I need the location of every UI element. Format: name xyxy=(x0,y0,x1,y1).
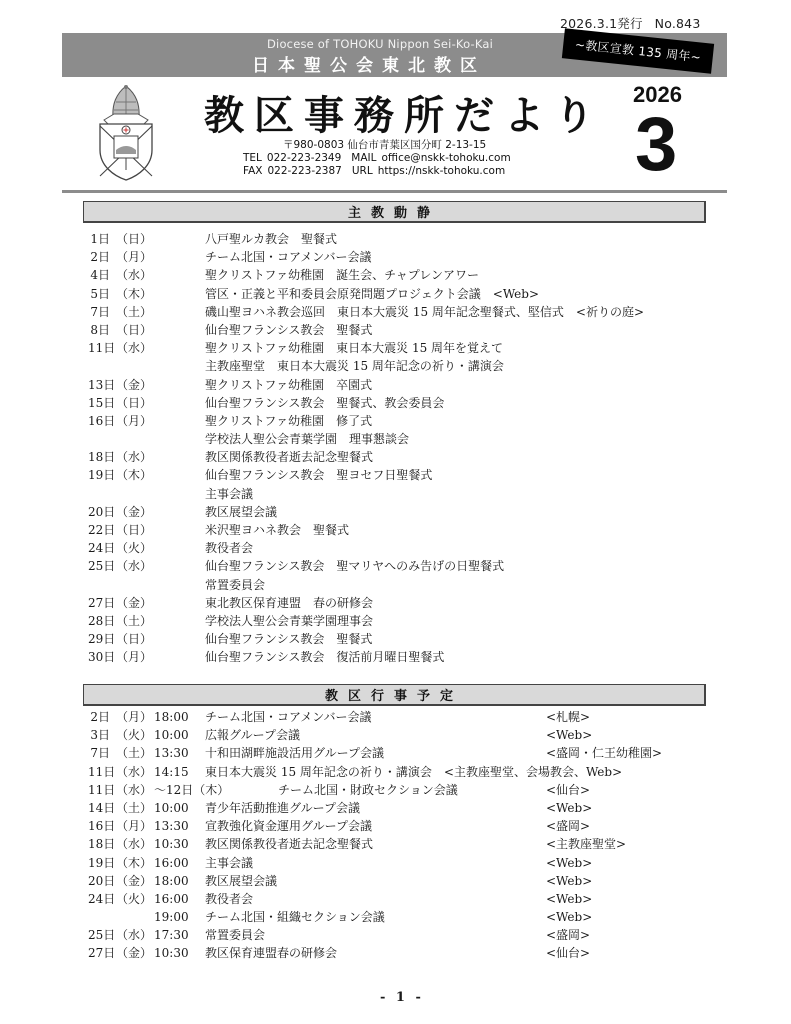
row-time: 18:00 xyxy=(154,710,189,724)
row-time: 10:30 xyxy=(154,946,189,961)
row-date: 24日 xyxy=(88,891,116,906)
row-event: 青少年活動推進グループ会議 xyxy=(205,800,361,815)
row-date: 22日 xyxy=(88,523,116,537)
row-event: 教役者会 xyxy=(205,891,254,906)
row-event: 教役者会 xyxy=(205,541,254,556)
row-weekday: （日） xyxy=(116,523,153,537)
row-event: 教区展望会議 xyxy=(205,504,278,519)
row-weekday: （月） xyxy=(116,250,153,265)
row-date: 24日 xyxy=(88,541,116,556)
tel-label: TEL xyxy=(243,152,262,164)
row-date: 7日 xyxy=(90,304,110,319)
row-event: 教区関係教役者逝去記念聖餐式 xyxy=(205,450,374,465)
row-location: <Web> xyxy=(546,873,593,888)
row-weekday: （火） xyxy=(116,891,153,906)
row-date: 13日 xyxy=(88,377,116,392)
row-date: 30日 xyxy=(88,650,116,665)
schedule-row xyxy=(88,521,350,539)
row-event: 聖クリストファ幼稚園 修了式 xyxy=(205,413,373,428)
row-event: チーム北国・コアメンバー会議 xyxy=(205,250,372,265)
schedule-row xyxy=(88,576,266,594)
row-date: 14日 xyxy=(88,800,116,815)
row-weekday: （水） xyxy=(116,837,153,852)
row-date: 7日 xyxy=(90,746,110,761)
row-event: 東北教区保育連盟 春の研修会 xyxy=(205,595,374,610)
row-location: <盛岡> xyxy=(546,928,591,943)
row-event: 仙台聖フランシス教会 聖餐式、教会委員会 xyxy=(205,395,445,410)
row-date: 2日 xyxy=(90,710,110,724)
row-date: 2日 xyxy=(90,250,110,265)
row-event: 宣教強化資金運用グループ会議 xyxy=(205,819,373,834)
row-date: 15日 xyxy=(88,395,116,410)
row-location: <Web> xyxy=(546,891,593,906)
row-location: <Web> xyxy=(546,728,593,743)
event-row xyxy=(88,944,591,962)
row-weekday: （水） xyxy=(116,268,153,283)
row-time: 19:00 xyxy=(154,910,189,925)
row-weekday: （水） xyxy=(116,782,153,797)
row-weekday: （日） xyxy=(116,232,153,246)
schedule-row xyxy=(88,648,445,666)
row-weekday: （月） xyxy=(116,413,153,428)
row-date: 4日 xyxy=(90,268,110,283)
tel-number: 022-223-2349 xyxy=(266,152,342,164)
row-date: 8日 xyxy=(90,322,110,337)
row-date: 27日 xyxy=(88,946,116,961)
row-date: 3日 xyxy=(90,728,110,743)
row-date: 27日 xyxy=(88,595,116,610)
row-weekday: （金） xyxy=(116,595,153,610)
row-time: 14:15 xyxy=(154,764,189,779)
event-row xyxy=(88,890,593,908)
section-heading-bishop-schedule xyxy=(83,201,706,223)
row-date: 16日 xyxy=(88,413,116,428)
row-event: 学校法人聖公会青葉学園理事会 xyxy=(205,613,374,628)
event-row xyxy=(88,708,591,726)
event-row xyxy=(88,744,663,762)
row-time: 10:30 xyxy=(154,837,189,852)
issue-month: 3 xyxy=(635,102,678,187)
row-date: 18日 xyxy=(88,450,116,465)
event-row xyxy=(88,872,593,890)
row-date: 16日 xyxy=(88,819,116,834)
row-weekday: （土） xyxy=(116,746,153,761)
row-event: 主事会議 xyxy=(205,486,254,501)
row-weekday: （木） xyxy=(116,468,153,483)
row-weekday: （土） xyxy=(116,613,153,628)
row-location: <Web> xyxy=(546,910,593,925)
section-title: 主教動静 xyxy=(347,206,440,221)
row-event: 磯山聖ヨハネ教会巡回 東日本大震災 15 周年記念聖餐式、堅信式 <祈りの庭> xyxy=(205,304,645,319)
row-date: 5日 xyxy=(90,286,110,301)
anniversary-text: ~教区宣教 135 周年~ xyxy=(574,37,702,65)
row-weekday: （火） xyxy=(116,541,153,556)
row-event: 主教座聖堂 東日本大震災 15 周年記念の祈り・講演会 xyxy=(205,359,504,374)
schedule-row xyxy=(88,394,445,412)
row-location: <Web> xyxy=(546,855,593,870)
row-event: チーム北国・財政セクション会議 xyxy=(266,782,458,797)
schedule-row xyxy=(88,448,374,466)
row-event: 聖クリストファ幼稚園 東日本大震災 15 周年を覚えて xyxy=(205,341,504,356)
row-time: 18:00 xyxy=(154,873,189,888)
schedule-row xyxy=(88,248,372,266)
schedule-row xyxy=(88,321,373,339)
row-weekday: （金） xyxy=(116,946,153,961)
row-event: 学校法人聖公会青葉学園 理事懇談会 xyxy=(205,432,410,447)
diocese-events-list xyxy=(88,708,663,963)
page-number: - 1 - xyxy=(380,990,424,1005)
row-event: 米沢聖ヨハネ教会 聖餐式 xyxy=(205,523,350,537)
row-event: チーム北国・コアメンバー会議 xyxy=(205,710,372,724)
schedule-row xyxy=(88,539,254,557)
bishop-schedule-list xyxy=(88,230,645,667)
diocese-name-jp: 日本聖公会東北教区 xyxy=(252,56,486,76)
row-time: 13:30 xyxy=(154,819,189,834)
header-divider xyxy=(62,190,727,193)
schedule-row xyxy=(88,630,373,648)
row-weekday: （日） xyxy=(116,632,153,647)
row-date: 11日 xyxy=(88,341,116,356)
row-date: 11日 xyxy=(88,782,116,797)
row-event: 聖クリストファ幼稚園 卒園式 xyxy=(205,377,373,392)
row-weekday: （日） xyxy=(116,322,153,337)
row-event: 仙台聖フランシス教会 聖マリヤへのみ告げの日聖餐式 xyxy=(205,559,505,574)
row-weekday: （月） xyxy=(116,710,153,724)
schedule-row xyxy=(88,466,433,484)
row-date: 28日 xyxy=(88,613,116,628)
office-address: 〒980-0803 仙台市青葉区国分町 2-13-15 xyxy=(283,139,487,151)
row-event: 十和田湖畔施設活用グループ会議 xyxy=(205,746,385,761)
row-date: 20日 xyxy=(88,873,116,888)
event-row xyxy=(88,726,593,744)
row-location: <盛岡> xyxy=(546,819,591,834)
row-event: 教区関係教役者逝去記念聖餐式 xyxy=(205,837,374,852)
row-weekday: （水） xyxy=(116,764,153,779)
newsletter-title: 教区事務所だより xyxy=(204,93,604,139)
row-location: <仙台> xyxy=(546,946,591,961)
row-location: <主教座聖堂> xyxy=(546,837,627,852)
schedule-row xyxy=(88,376,373,394)
row-time: 10:00 xyxy=(154,800,189,815)
row-event: 常置委員会 xyxy=(205,928,266,943)
row-location: <Web> xyxy=(546,800,593,815)
row-date: 29日 xyxy=(88,632,116,647)
schedule-row xyxy=(88,412,373,430)
section-heading-diocese-events xyxy=(83,684,706,706)
row-weekday: （水） xyxy=(116,341,153,356)
row-weekday: （水） xyxy=(116,450,153,465)
schedule-row xyxy=(88,557,505,575)
row-location: <盛岡・仁王幼稚園> xyxy=(546,746,663,761)
row-date: 25日 xyxy=(88,928,116,943)
contact-block xyxy=(243,139,511,178)
schedule-row xyxy=(88,303,645,321)
schedule-row xyxy=(88,430,410,448)
fax-number: 022-223-2387 xyxy=(267,165,342,177)
schedule-row xyxy=(88,285,540,303)
row-weekday: （金） xyxy=(116,873,153,888)
row-date: 18日 xyxy=(88,837,116,852)
schedule-row xyxy=(88,594,374,612)
row-event: 常置委員会 xyxy=(205,577,266,592)
row-date: 11日 xyxy=(88,764,116,779)
row-event: 教区展望会議 xyxy=(205,873,278,888)
contact-line-2 xyxy=(243,165,511,178)
row-time: 16:00 xyxy=(154,855,189,870)
schedule-row xyxy=(88,357,504,375)
row-event: 八戸聖ルカ教会 聖餐式 xyxy=(205,232,338,246)
event-row xyxy=(88,908,593,926)
row-event: 教区保育連盟春の研修会 xyxy=(205,946,338,961)
schedule-row xyxy=(88,230,338,248)
row-weekday: （月） xyxy=(116,819,153,834)
mail-address[interactable]: office@nskk-tohoku.com xyxy=(381,152,511,164)
row-event: 主事会議 xyxy=(205,855,254,870)
event-row xyxy=(88,763,623,781)
row-weekday: （金） xyxy=(116,504,153,519)
diocese-name-en: Diocese of TOHOKU Nippon Sei-Ko-Kai xyxy=(267,37,494,51)
row-time: 13:30 xyxy=(154,746,189,761)
row-event: 広報グループ会議 xyxy=(205,728,301,743)
row-weekday: （金） xyxy=(116,377,153,392)
row-weekday: （月） xyxy=(116,650,153,665)
row-event: 聖クリストファ幼稚園 誕生会、チャプレンアワー xyxy=(205,268,480,283)
row-date: 19日 xyxy=(88,468,116,483)
row-event: 管区・正義と平和委員会原発問題プロジェクト会議 <Web> xyxy=(205,286,540,301)
contact-line-1 xyxy=(243,152,511,165)
schedule-row xyxy=(88,266,480,284)
event-row xyxy=(88,781,591,799)
event-row xyxy=(88,835,627,853)
row-weekday: （木） xyxy=(116,286,153,301)
row-date: 20日 xyxy=(88,504,116,519)
row-weekday: （水） xyxy=(116,928,153,943)
row-date: 1日 xyxy=(90,232,110,246)
row-event: 仙台聖フランシス教会 聖餐式 xyxy=(205,632,373,647)
issue-year: 2026 xyxy=(633,82,682,107)
event-row xyxy=(88,817,591,835)
row-weekday: （日） xyxy=(116,395,153,410)
event-row xyxy=(88,799,593,817)
row-weekday: （火） xyxy=(116,728,153,743)
event-row xyxy=(88,854,593,872)
section-title: 教区行事予定 xyxy=(324,689,463,704)
schedule-row xyxy=(88,612,374,630)
url-label: URL xyxy=(351,165,373,177)
issue-number: No.843 xyxy=(654,16,701,31)
diocese-crest-icon xyxy=(94,84,158,182)
row-weekday: （木） xyxy=(116,855,153,870)
row-date: 25日 xyxy=(88,559,116,574)
row-event: 仙台聖フランシス教会 聖ヨセフ日聖餐式 xyxy=(205,468,433,483)
schedule-row xyxy=(88,503,278,521)
row-event: チーム北国・組織セクション会議 xyxy=(205,910,385,925)
row-event: 東日本大震災 15 周年記念の祈り・講演会 <主教座聖堂、会場教会、Web> xyxy=(205,764,623,779)
schedule-row xyxy=(88,485,254,503)
website-link[interactable]: https://nskk-tohoku.com xyxy=(377,165,506,177)
issue-date: 2026.3.1発行 xyxy=(560,16,643,31)
schedule-row xyxy=(88,339,504,357)
row-event: 仙台聖フランシス教会 復活前月曜日聖餐式 xyxy=(205,650,445,665)
fax-label: FAX xyxy=(243,165,263,177)
row-time: 17:30 xyxy=(154,928,189,943)
row-weekday: （水） xyxy=(116,559,153,574)
row-time: ～12日（木） xyxy=(154,782,230,797)
row-event: 仙台聖フランシス教会 聖餐式 xyxy=(205,322,373,337)
row-location: <仙台> xyxy=(546,782,591,797)
row-time: 16:00 xyxy=(154,891,189,906)
row-location: <札幌> xyxy=(546,710,591,724)
row-weekday: （土） xyxy=(116,800,153,815)
event-row xyxy=(88,926,591,944)
row-time: 10:00 xyxy=(154,728,189,743)
row-date: 19日 xyxy=(88,855,116,870)
mail-label: MAIL xyxy=(351,152,377,164)
row-weekday: （土） xyxy=(116,304,153,319)
